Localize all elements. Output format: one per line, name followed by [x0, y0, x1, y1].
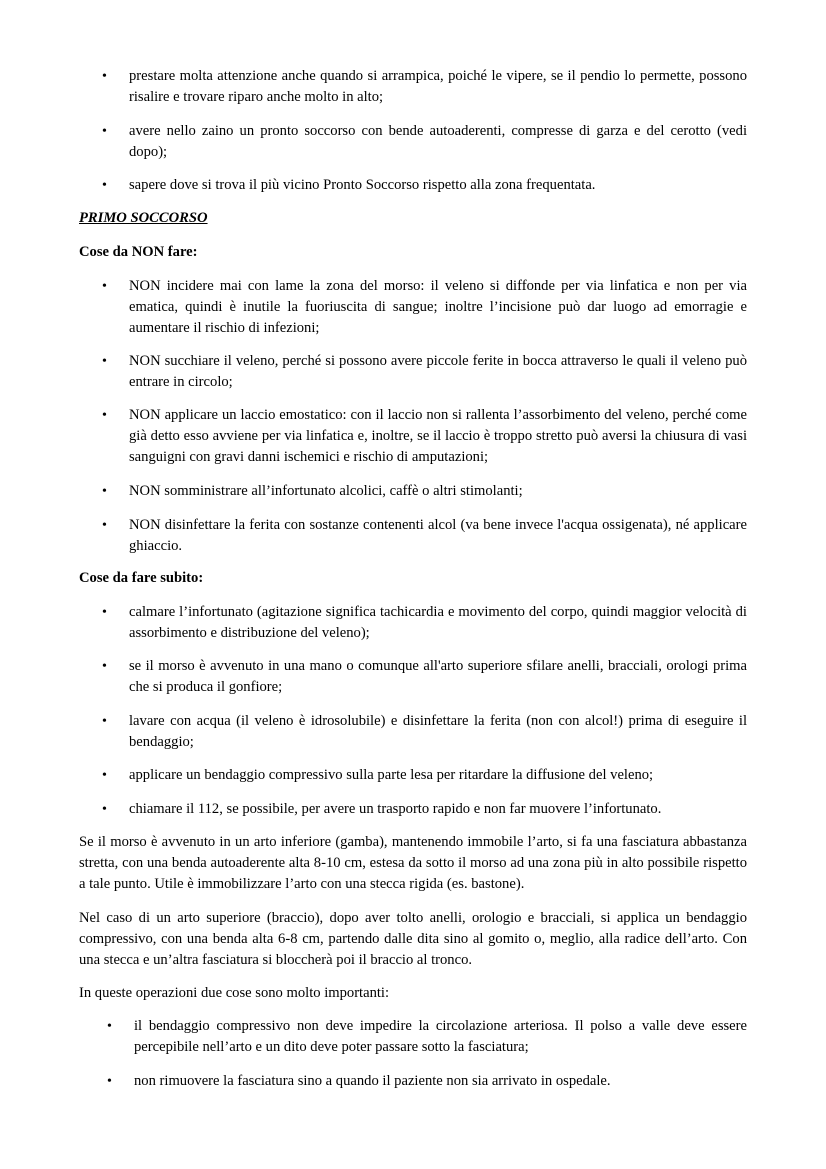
list-item — [102, 799, 747, 820]
bullet-icon: • — [102, 518, 107, 533]
paragraph: Se il morso è avvenuto in un arto inferiore (gamba), mantenendo immobile l’arto, si fa una fasciatura abbastanza stretta, con una benda autoaderente alta 8-10 cm, estesa da sotto il morso ad una zona più in alto possibile rispetto a tale punto. Utile è immobilizzare l’arto con una stecca rigida (es. bastone). — [79, 834, 747, 892]
list-item — [102, 66, 747, 108]
list-item-text: non rimuovere la fasciatura sino a quando il paziente non sia arrivato in ospedale. — [134, 1073, 611, 1089]
bullet-icon: • — [102, 69, 107, 84]
list-item — [102, 711, 747, 753]
list-item — [102, 765, 747, 786]
list-item-text: se il morso è avvenuto in una mano o comunque all'arto superiore sfilare anelli, bracciali, orologi prima che si produca il gonfiore; — [129, 658, 747, 695]
bullet-icon: • — [102, 659, 107, 674]
list-item — [102, 405, 747, 468]
bullet-icon: • — [102, 484, 107, 499]
list-item — [102, 656, 747, 698]
list-item-text: sapere dove si trova il più vicino Pronto Soccorso rispetto alla zona frequentata. — [129, 177, 596, 193]
do-heading: Cose da fare subito: — [79, 570, 204, 586]
bullet-icon: • — [102, 178, 107, 193]
list-item — [102, 515, 747, 557]
list-item-text: chiamare il 112, se possibile, per avere un trasporto rapido e non far muovere l’infortunato. — [129, 801, 662, 817]
list-item — [102, 175, 747, 196]
list-item-text: NON applicare un laccio emostatico: con il laccio non si rallenta l’assorbimento del veleno, perché come già detto esso avviene per via linfatica e, inoltre, se il laccio è troppo stretto può aversi la chiusura di vasi sanguigni con gravi danni ischemici e rischio di amputazioni; — [129, 407, 747, 465]
list-item — [102, 602, 747, 644]
list-item-text: avere nello zaino un pronto soccorso con bende autoaderenti, compresse di garza e del cerotto (vedi dopo); — [129, 123, 747, 160]
list-item-text: NON succhiare il veleno, perché si possono avere piccole ferite in bocca attraverso le quali il veleno può entrare in circolo; — [129, 353, 747, 390]
list-item-text: il bendaggio compressivo non deve impedire la circolazione arteriosa. Il polso a valle deve essere percepibile nell’arto e un dito deve poter passare sotto la fasciatura; — [134, 1018, 747, 1055]
bullet-icon: • — [102, 802, 107, 817]
bullet-icon: • — [102, 408, 107, 423]
list-item — [107, 1071, 747, 1092]
bullet-icon: • — [102, 714, 107, 729]
list-item — [102, 351, 747, 393]
bullet-icon: • — [102, 124, 107, 139]
list-item-text: prestare molta attenzione anche quando si arrampica, poiché le vipere, se il pendio lo permette, possono risalire e trovare riparo anche molto in alto; — [129, 68, 747, 105]
list-item-text: NON disinfettare la ferita con sostanze contenenti alcol (va bene invece l'acqua ossigenata), né applicare ghiaccio. — [129, 517, 747, 554]
dont-heading: Cose da NON fare: — [79, 244, 198, 260]
list-item — [102, 121, 747, 163]
bullet-icon: • — [102, 605, 107, 620]
paragraph: Nel caso di un arto superiore (braccio), dopo aver tolto anelli, orologio e bracciali, si applica un bendaggio compressivo, con una benda alta 6-8 cm, partendo dalle dita sino al gomito o, meglio, alla radice dell’arto. Con una stecca e un’altra fasciatura si bloccherà poi il braccio al tronco. — [79, 910, 747, 968]
list-item-text: lavare con acqua (il veleno è idrosolubile) e disinfettare la ferita (non con alcol!) prima di eseguire il bendaggio; — [129, 713, 747, 750]
list-item — [107, 1016, 747, 1058]
bullet-icon: • — [107, 1019, 112, 1034]
bullet-icon: • — [102, 768, 107, 783]
list-item — [102, 276, 747, 339]
list-item-text: NON somministrare all’infortunato alcolici, caffè o altri stimolanti; — [129, 483, 523, 499]
section-title: PRIMO SOCCORSO — [79, 210, 208, 226]
list-item-text: applicare un bendaggio compressivo sulla parte lesa per ritardare la diffusione del veleno; — [129, 767, 654, 783]
paragraph: In queste operazioni due cose sono molto importanti: — [79, 985, 390, 1001]
bullet-icon: • — [102, 354, 107, 369]
bullet-icon: • — [107, 1074, 112, 1089]
list-item — [102, 481, 747, 502]
bullet-icon: • — [102, 279, 107, 294]
list-item-text: NON incidere mai con lame la zona del morso: il veleno si diffonde per via linfatica e non per via ematica, quindi è inutile la fuoriuscita di sangue; inoltre l’incisione può dar luogo ad emorragie e aumentare il rischio di infezioni; — [129, 278, 747, 336]
list-item-text: calmare l’infortunato (agitazione significa tachicardia e movimento del corpo, quindi maggior velocità di assorbimento e distribuzione del veleno); — [129, 604, 747, 641]
